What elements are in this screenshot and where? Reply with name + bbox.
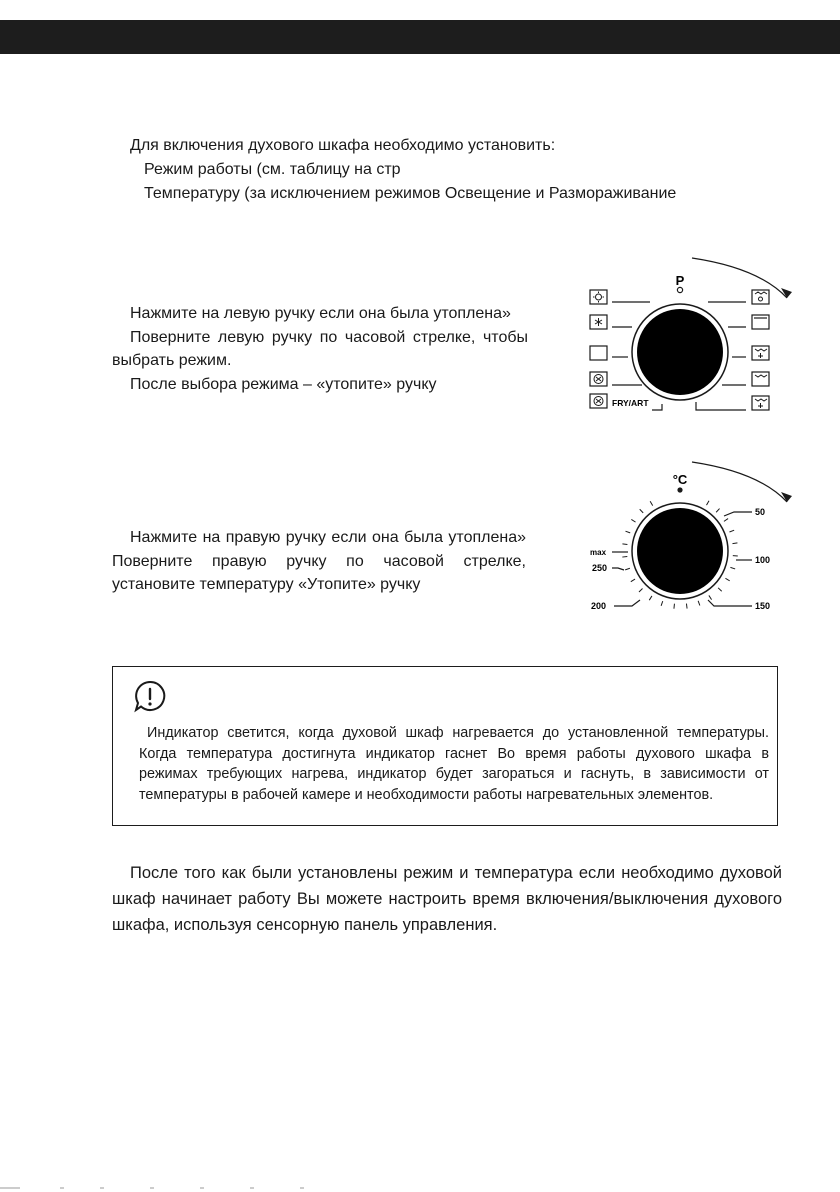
temp-dial-indicator — [677, 487, 682, 492]
rotation-arc — [692, 258, 787, 298]
note-box — [112, 666, 778, 826]
footer-dots — [0, 1180, 320, 1192]
temp-tick — [625, 531, 630, 533]
temp-tick — [674, 604, 675, 609]
temp-dial-knob — [637, 508, 723, 594]
temp-tick — [622, 557, 627, 558]
temp-tick — [724, 519, 728, 522]
intro-list — [130, 134, 676, 206]
mode-icon-fan — [590, 372, 607, 386]
temp-tick — [707, 501, 710, 505]
temp-tick — [732, 543, 737, 544]
temp-rotation-arc — [692, 462, 787, 502]
mode-icon-bottom-top — [752, 315, 769, 329]
temp-dial-diagram — [584, 456, 804, 622]
temp-tick — [631, 519, 635, 522]
mode-icon-fan-fry — [590, 394, 607, 408]
intro-line-1: Для включения духового шкафа необходимо установить: — [130, 137, 556, 154]
mode-icon-light — [590, 290, 607, 304]
temp-tick — [709, 595, 712, 599]
temp-unit-label: °C — [672, 472, 688, 487]
mode-dial-top-label: P — [675, 273, 685, 288]
mode-dial-diagram — [584, 252, 804, 420]
temp-tick — [661, 601, 663, 606]
mode-step-3: После выбора режима – «утопите» ручку — [130, 375, 437, 393]
temp-tick — [625, 568, 630, 570]
temp-label-max: max — [590, 548, 607, 557]
temp-tick — [718, 588, 722, 591]
intro-line-2: Режим работы (см. таблицу на стр — [144, 161, 401, 178]
mode-icon-top-bottom — [590, 346, 607, 360]
mode-step-2: Поверните левую ручку по часовой стрелке, чтобы выбрать режим. — [112, 328, 528, 369]
mode-icon-grill-full — [752, 396, 769, 410]
exclamation-bubble-icon — [133, 679, 167, 713]
temp-tick — [729, 530, 734, 532]
temp-tick — [631, 579, 635, 582]
temp-label-150: 150 — [755, 601, 771, 611]
temp-tick — [730, 567, 735, 569]
temp-tick — [622, 544, 627, 545]
header-bar — [0, 20, 840, 54]
mode-step-1: Нажмите на левую ручку если она была утоплена» — [130, 305, 511, 322]
temp-tick — [639, 588, 643, 592]
temp-tick — [698, 601, 700, 606]
temp-label-50: 50 — [755, 507, 766, 517]
temp-tick — [649, 596, 652, 600]
temp-tick — [650, 501, 653, 505]
temp-tick — [686, 604, 687, 609]
final-paragraph — [112, 860, 782, 938]
mode-dial-indicator — [677, 287, 682, 292]
final-text: После того как были установлены режим и температура если необходимо духовой шкаф начинает работу Вы можете настроить время включения/выключения духового шкафа, используя сенсорную панель управления. — [112, 864, 782, 934]
mode-dial-knob — [637, 309, 723, 395]
mode-icon-grill — [752, 346, 769, 360]
temp-instructions — [112, 526, 526, 597]
mode-icon-defrost — [590, 315, 607, 329]
note-text-content: Индикатор светится, когда духовой шкаф нагревается до установленной температуры. Когда температура достигнута индикатор гаснет Во время работы духового шкафа в режимах требующих нагрева, индикатор будет загораться и гаснуть, в зависимости от температуры в рабочей камере и необходимости работы нагревательных элементов. — [139, 725, 769, 803]
mode-fry-label: FRY/ART — [612, 398, 649, 408]
temp-tick — [640, 509, 643, 513]
temp-label-250: 250 — [592, 563, 608, 573]
mode-icon-grill-fan — [752, 290, 769, 304]
temp-tick — [716, 509, 719, 513]
temp-label-200: 200 — [591, 601, 607, 611]
note-text — [139, 723, 769, 805]
temp-label-100: 100 — [755, 555, 771, 565]
temp-step: Нажмите на правую ручку если она была утоплена» Поверните правую ручку по часовой стрелке, установите температуру «Утопите» ручку — [112, 529, 526, 593]
mode-instructions — [112, 302, 528, 396]
intro-line-3: Температуру (за исключением режимов Освещение и Размораживание — [144, 185, 677, 202]
temp-tick — [725, 578, 729, 581]
mode-icon-grill-top — [752, 372, 769, 386]
